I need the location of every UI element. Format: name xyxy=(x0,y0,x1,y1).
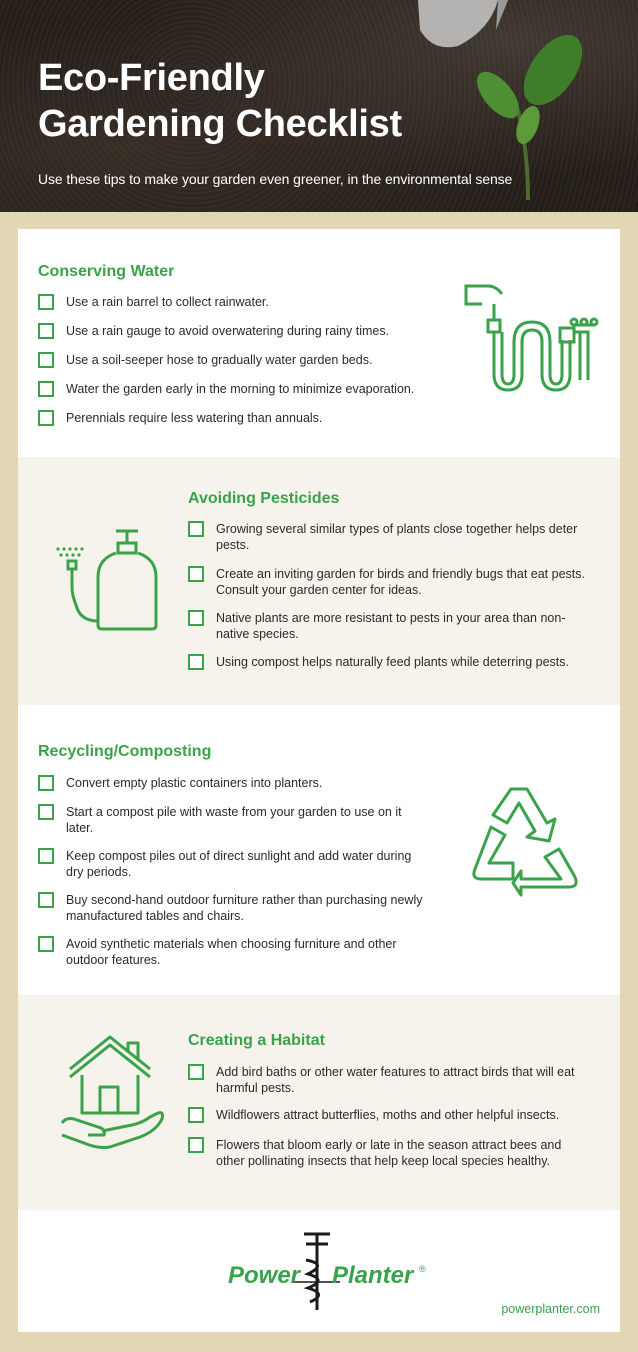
checklist-item[interactable] xyxy=(188,610,588,642)
house-in-hand-icon xyxy=(58,1031,168,1151)
section-creating-habitat xyxy=(18,995,620,1210)
checkbox[interactable] xyxy=(188,1137,204,1153)
checklist-item-text: Wildflowers attract butterflies, moths and other helpful insects. xyxy=(216,1108,560,1122)
checklist-item[interactable] xyxy=(38,352,458,368)
checklist-item-text: Use a rain gauge to avoid overwatering during rainy times. xyxy=(66,324,390,338)
checklist-item-text: Growing several similar types of plants close together helps deter pests. xyxy=(216,522,578,552)
website-link[interactable]: powerplanter.com xyxy=(501,1302,600,1316)
checkbox[interactable] xyxy=(38,410,54,426)
sprayer-icon xyxy=(54,525,164,635)
checkbox[interactable] xyxy=(38,848,54,864)
checklist-item[interactable] xyxy=(38,936,438,968)
page-title xyxy=(38,56,498,147)
checkbox[interactable] xyxy=(38,352,54,368)
section-recycling-composting xyxy=(18,705,620,995)
page-subtitle: Use these tips to make your garden even greener, in the environmental sense xyxy=(38,171,513,187)
checklist-item-text: Create an inviting garden for birds and friendly bugs that eat pests. Consult your garden center for ideas. xyxy=(216,567,585,597)
checkbox[interactable] xyxy=(188,566,204,582)
checklist-item[interactable] xyxy=(38,410,458,426)
section-conserving-water xyxy=(18,229,620,457)
section-title: Avoiding Pesticides xyxy=(188,490,340,507)
hero-banner xyxy=(0,0,638,212)
checklist-item[interactable] xyxy=(188,1137,588,1169)
checklist-item[interactable] xyxy=(38,294,458,310)
checklist-item[interactable] xyxy=(38,381,468,397)
registered-mark: ® xyxy=(419,1264,426,1274)
brand-name-right: Planter xyxy=(332,1262,414,1289)
checklist-item[interactable] xyxy=(38,804,428,836)
section-title: Recycling/Composting xyxy=(38,743,212,760)
checklist-item-text: Buy second-hand outdoor furniture rather than purchasing newly manufactured tables and chairs. xyxy=(66,893,423,923)
checklist-item-text: Add bird baths or other water features to attract birds that will eat harmful pests. xyxy=(216,1065,575,1095)
checklist-item-text: Use a soil-seeper hose to gradually water garden beds. xyxy=(66,353,373,367)
brand-logo[interactable] xyxy=(228,1230,428,1310)
section-avoiding-pesticides xyxy=(18,457,620,705)
checkbox[interactable] xyxy=(188,654,204,670)
checklist-item-text: Convert empty plastic containers into planters. xyxy=(66,776,323,790)
checklist-item-text: Using compost helps naturally feed plants while deterring pests. xyxy=(216,655,569,669)
checklist-item-text: Keep compost piles out of direct sunlight and add water during dry periods. xyxy=(66,849,412,879)
checkbox[interactable] xyxy=(188,1107,204,1123)
checkbox[interactable] xyxy=(38,294,54,310)
title-line-1: Eco-Friendly xyxy=(38,57,265,99)
checkbox[interactable] xyxy=(38,804,54,820)
checkbox[interactable] xyxy=(188,521,204,537)
title-line-2: Gardening Checklist xyxy=(38,102,402,145)
recycle-icon xyxy=(463,783,588,898)
checklist-item[interactable] xyxy=(188,566,588,598)
section-title: Conserving Water xyxy=(38,263,175,280)
checklist-item-text: Water the garden early in the morning to minimize evaporation. xyxy=(66,382,415,396)
checklist-item[interactable] xyxy=(38,848,428,880)
checkbox[interactable] xyxy=(38,892,54,908)
checkbox[interactable] xyxy=(188,610,204,626)
checkbox[interactable] xyxy=(38,775,54,791)
checklist-item-text: Avoid synthetic materials when choosing furniture and other outdoor features. xyxy=(66,937,397,967)
footer xyxy=(18,1210,620,1332)
checklist-item[interactable] xyxy=(38,323,458,339)
checklist-item[interactable] xyxy=(188,1064,588,1096)
checkbox[interactable] xyxy=(38,936,54,952)
section-title: Creating a Habitat xyxy=(188,1032,325,1049)
checklist-item-text: Native plants are more resistant to pests in your area than non-native species. xyxy=(216,611,566,641)
checklist-item[interactable] xyxy=(188,1107,608,1123)
brand-name-left: Power xyxy=(228,1262,301,1289)
checklist-item[interactable] xyxy=(188,521,588,553)
checkbox[interactable] xyxy=(188,1064,204,1080)
checkbox[interactable] xyxy=(38,381,54,397)
checklist-item-text: Perennials require less watering than annuals. xyxy=(66,411,323,425)
checklist-item-text: Flowers that bloom early or late in the season attract bees and other pollinating insects that help keep local species healthy. xyxy=(216,1138,562,1168)
checklist-item-text: Use a rain barrel to collect rainwater. xyxy=(66,295,269,309)
checklist-item[interactable] xyxy=(38,775,428,791)
checklist-item-text: Start a compost pile with waste from your garden to use on it later. xyxy=(66,805,402,835)
hose-icon xyxy=(458,284,608,394)
checklist-item[interactable] xyxy=(38,892,438,924)
checklist-item[interactable] xyxy=(188,654,608,670)
checkbox[interactable] xyxy=(38,323,54,339)
